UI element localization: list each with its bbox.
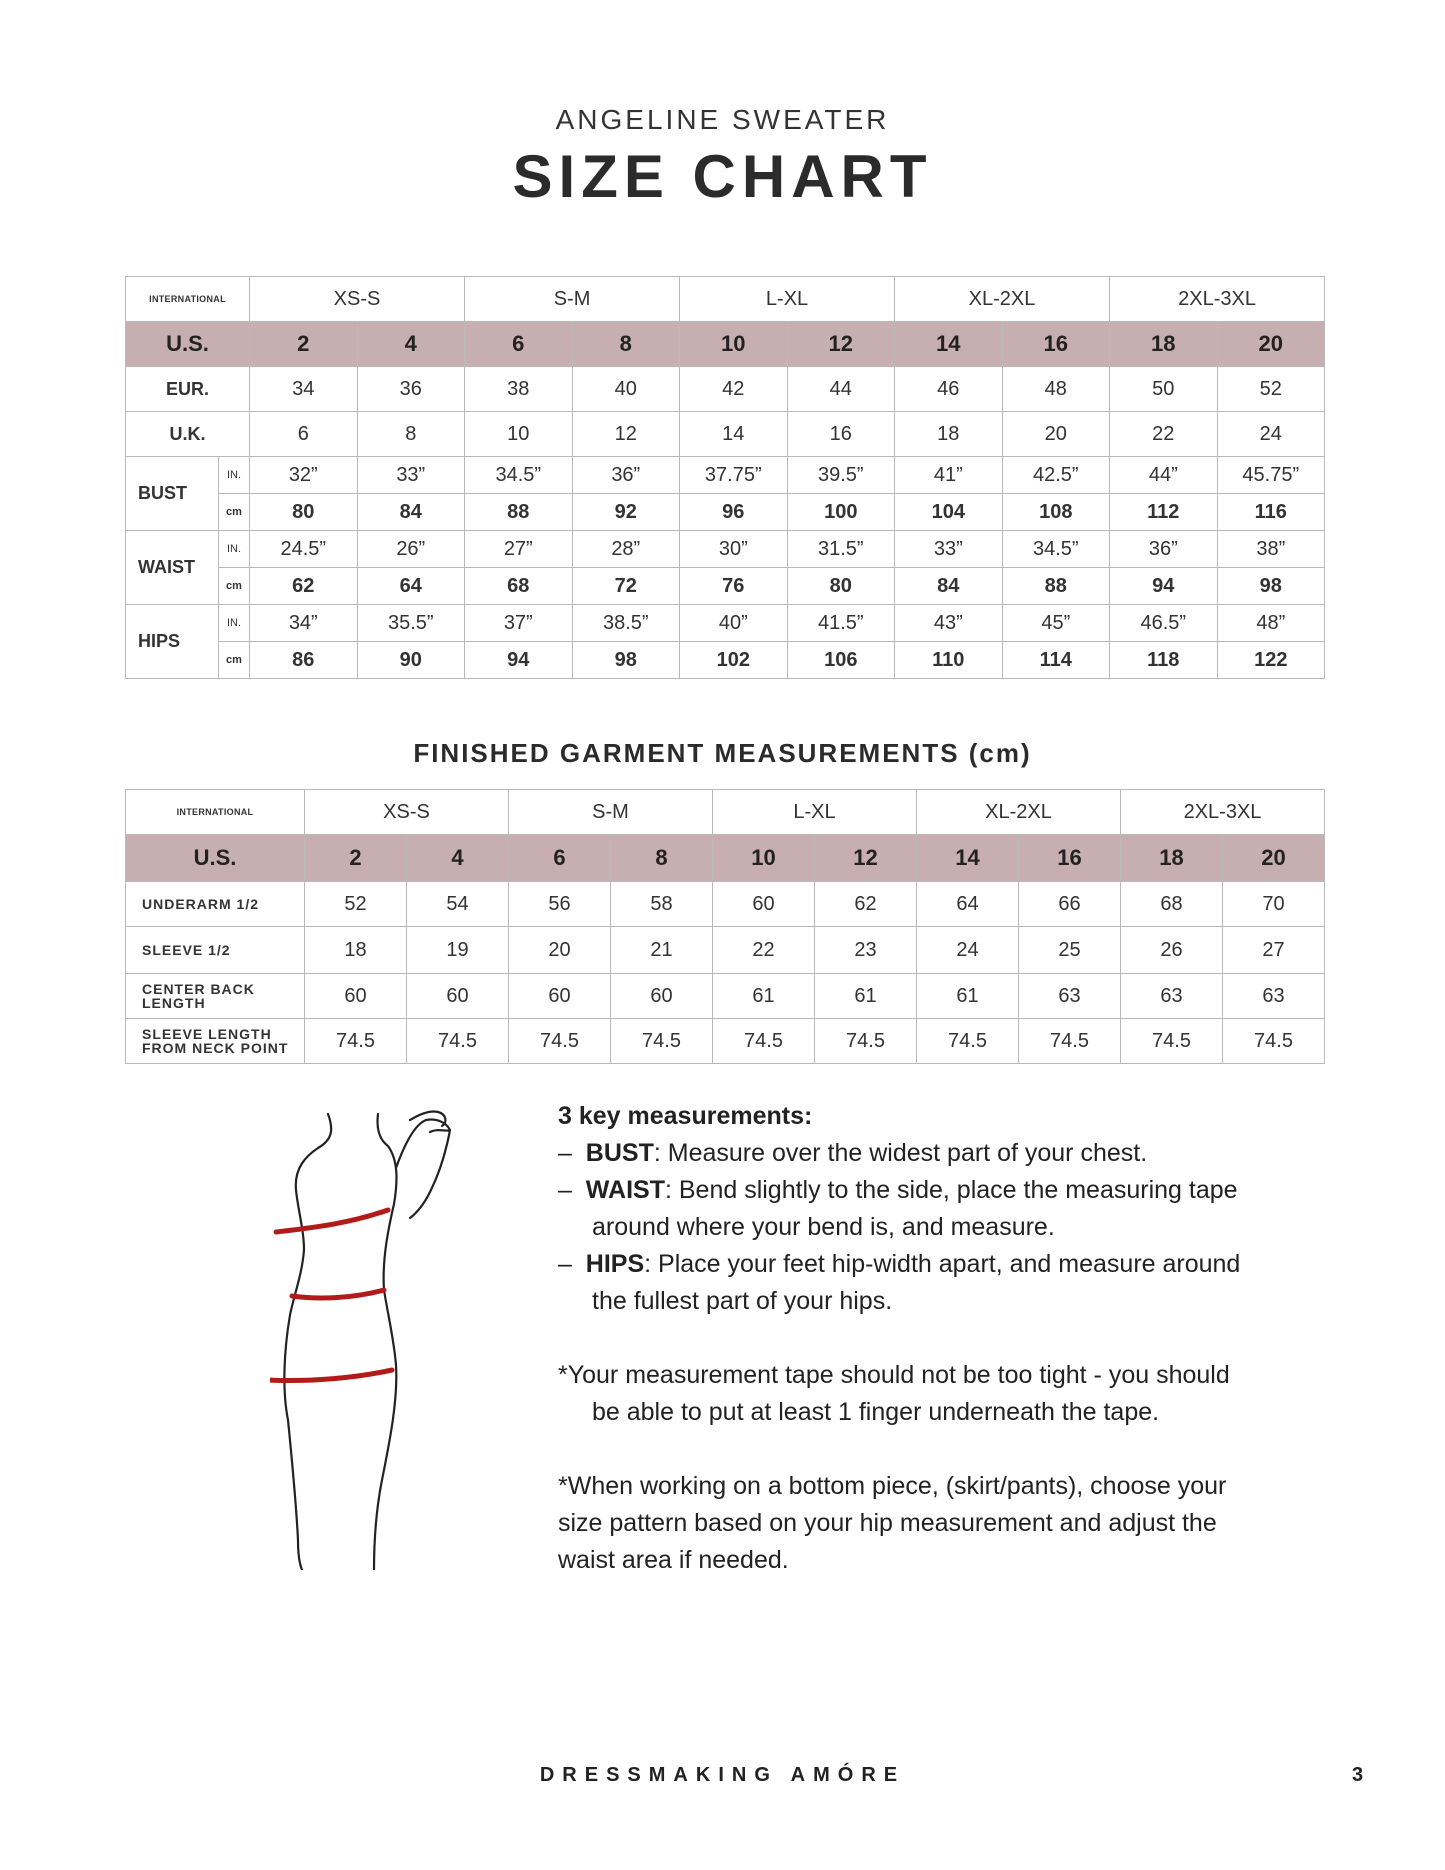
center-back-row <box>126 974 1325 1019</box>
size-chart-table <box>125 276 1325 679</box>
table-cell: 18 <box>1121 835 1223 882</box>
center-back-label <box>126 974 305 1019</box>
intl-size: S-M <box>465 277 680 322</box>
page-number: 3 <box>1352 1764 1364 1786</box>
garment-section-title: FINISHED GARMENT MEASUREMENTS (cm) <box>413 738 1032 768</box>
waist-tape <box>292 1290 384 1298</box>
table-cell: 10 <box>713 835 815 882</box>
table-cell: 22 <box>1110 412 1218 457</box>
table-cell: 38” <box>1217 531 1325 568</box>
hips-instruction: – HIPS: Place your feet hip-width apart, and measure around <box>558 1250 1241 1278</box>
table-cell: 62 <box>250 568 358 605</box>
bust-cm-row <box>126 494 1325 531</box>
intl-row <box>126 790 1325 835</box>
table-cell: 74.5 <box>305 1019 407 1064</box>
table-cell: 118 <box>1110 642 1218 679</box>
center-back-label-line2: LENGTH <box>142 995 206 1011</box>
table-cell: 39.5” <box>787 457 895 494</box>
page-title: SIZE CHART <box>512 143 933 210</box>
table-cell: 74.5 <box>509 1019 611 1064</box>
table-cell: 18 <box>895 412 1003 457</box>
table-cell: 14 <box>680 412 788 457</box>
unit-cm: cm <box>219 494 250 531</box>
sleeve-label: SLEEVE 1/2 <box>126 927 305 974</box>
unit-in: IN. <box>219 457 250 494</box>
hips-label: HIPS <box>126 605 219 679</box>
table-cell: 100 <box>787 494 895 531</box>
table-cell: 34.5” <box>1002 531 1110 568</box>
table-cell: 4 <box>407 835 509 882</box>
bust-text: : Measure over the widest part of your chest. <box>653 1139 1148 1167</box>
table-cell: 74.5 <box>1223 1019 1325 1064</box>
table-cell: 94 <box>465 642 573 679</box>
table-cell: 10 <box>465 412 573 457</box>
table-cell: 45.75” <box>1217 457 1325 494</box>
intl-label: INTERNATIONAL <box>126 277 250 322</box>
hips-term: HIPS <box>585 1250 645 1278</box>
table-cell: 74.5 <box>713 1019 815 1064</box>
table-cell: 64 <box>917 882 1019 927</box>
table-cell: 38 <box>465 367 573 412</box>
table-cell: 8 <box>611 835 713 882</box>
table-cell: 74.5 <box>1019 1019 1121 1064</box>
table-cell: 88 <box>465 494 573 531</box>
table-cell: 2 <box>250 322 358 367</box>
table-cell: 70 <box>1223 882 1325 927</box>
unit-cm: cm <box>219 642 250 679</box>
table-cell: 6 <box>250 412 358 457</box>
table-cell: 62 <box>815 882 917 927</box>
sleeve-length-label-line1: SLEEVE LENGTH <box>142 1026 272 1042</box>
table-cell: 60 <box>305 974 407 1019</box>
intl-size: L-XL <box>713 790 917 835</box>
table-cell: 74.5 <box>407 1019 509 1064</box>
eur-label: EUR. <box>126 367 250 412</box>
table-cell: 68 <box>1121 882 1223 927</box>
table-cell: 106 <box>787 642 895 679</box>
table-cell: 46.5” <box>1110 605 1218 642</box>
bust-instruction: – BUST: Measure over the widest part of your chest. <box>558 1139 1148 1167</box>
document-subtitle: ANGELINE SWEATER <box>555 104 890 135</box>
table-cell: 92 <box>572 494 680 531</box>
table-cell: 61 <box>917 974 1019 1019</box>
note-tape-2: be able to put at least 1 finger underneath the tape. <box>592 1398 1160 1426</box>
table-cell: 28” <box>572 531 680 568</box>
table-cell: 66 <box>1019 882 1121 927</box>
us-label: U.S. <box>126 322 250 367</box>
sleeve-length-row <box>126 1019 1325 1064</box>
table-cell: 6 <box>465 322 573 367</box>
us-row <box>126 835 1325 882</box>
intl-size: XL-2XL <box>895 277 1110 322</box>
note-bottom-2: size pattern based on your hip measurement and adjust the <box>558 1509 1217 1537</box>
table-cell: 37” <box>465 605 573 642</box>
us-label: U.S. <box>126 835 305 882</box>
table-cell: 20 <box>509 927 611 974</box>
table-cell: 41.5” <box>787 605 895 642</box>
table-cell: 54 <box>407 882 509 927</box>
table-cell: 36” <box>1110 531 1218 568</box>
table-cell: 108 <box>1002 494 1110 531</box>
table-cell: 88 <box>1002 568 1110 605</box>
table-cell: 31.5” <box>787 531 895 568</box>
table-cell: 80 <box>787 568 895 605</box>
table-cell: 52 <box>305 882 407 927</box>
table-cell: 33” <box>895 531 1003 568</box>
intl-size: XS-S <box>305 790 509 835</box>
table-cell: 98 <box>1217 568 1325 605</box>
intl-size: L-XL <box>680 277 895 322</box>
table-cell: 74.5 <box>611 1019 713 1064</box>
table-cell: 68 <box>465 568 573 605</box>
table-cell: 80 <box>250 494 358 531</box>
note-tape-1: *Your measurement tape should not be too tight - you should <box>558 1361 1230 1389</box>
table-cell: 21 <box>611 927 713 974</box>
bust-term: BUST <box>585 1139 654 1167</box>
table-cell: 116 <box>1217 494 1325 531</box>
bust-in-row <box>126 457 1325 494</box>
sleeve-length-label-line2: FROM NECK POINT <box>142 1040 289 1056</box>
sleeve-length-label <box>126 1019 305 1064</box>
table-cell: 12 <box>572 412 680 457</box>
waist-text-2: around where your bend is, and measure. <box>592 1213 1055 1241</box>
underarm-row <box>126 882 1325 927</box>
intl-size: S-M <box>509 790 713 835</box>
table-cell: 10 <box>680 322 788 367</box>
table-cell: 74.5 <box>1121 1019 1223 1064</box>
table-cell: 26” <box>357 531 465 568</box>
table-cell: 42.5” <box>1002 457 1110 494</box>
unit-cm: cm <box>219 568 250 605</box>
table-cell: 24 <box>1217 412 1325 457</box>
table-cell: 45” <box>1002 605 1110 642</box>
unit-in: IN. <box>219 531 250 568</box>
center-back-label-line1: CENTER BACK <box>142 981 255 997</box>
garment-measurements-table <box>125 789 1325 1064</box>
table-cell: 35.5” <box>357 605 465 642</box>
figure-arm <box>396 1119 450 1218</box>
table-cell: 63 <box>1121 974 1223 1019</box>
table-cell: 52 <box>1217 367 1325 412</box>
us-row <box>126 322 1325 367</box>
table-cell: 18 <box>1110 322 1218 367</box>
footer-brand: DRESSMAKING AMÓRE <box>539 1764 906 1786</box>
uk-label: U.K. <box>126 412 250 457</box>
underarm-label: UNDERARM 1/2 <box>126 882 305 927</box>
table-cell: 48” <box>1217 605 1325 642</box>
table-cell: 112 <box>1110 494 1218 531</box>
hips-text-2: the fullest part of your hips. <box>592 1287 893 1315</box>
table-cell: 61 <box>815 974 917 1019</box>
table-cell: 43” <box>895 605 1003 642</box>
intl-size: XL-2XL <box>917 790 1121 835</box>
table-cell: 60 <box>611 974 713 1019</box>
intl-size: XS-S <box>250 277 465 322</box>
table-cell: 37.75” <box>680 457 788 494</box>
table-cell: 30” <box>680 531 788 568</box>
table-cell: 94 <box>1110 568 1218 605</box>
table-cell: 36 <box>357 367 465 412</box>
table-cell: 74.5 <box>815 1019 917 1064</box>
table-cell: 96 <box>680 494 788 531</box>
table-cell: 63 <box>1223 974 1325 1019</box>
measure-tapes <box>270 1210 392 1381</box>
table-cell: 22 <box>713 927 815 974</box>
table-cell: 48 <box>1002 367 1110 412</box>
waist-term: WAIST <box>585 1176 665 1204</box>
table-cell: 23 <box>815 927 917 974</box>
waist-label: WAIST <box>126 531 219 605</box>
table-cell: 27 <box>1223 927 1325 974</box>
table-cell: 102 <box>680 642 788 679</box>
table-cell: 42 <box>680 367 788 412</box>
table-cell: 114 <box>1002 642 1110 679</box>
body-figure-illustration <box>270 1100 470 1570</box>
table-cell: 84 <box>895 568 1003 605</box>
instructions-heading: 3 key measurements: <box>558 1102 813 1130</box>
intl-label: INTERNATIONAL <box>126 790 305 835</box>
table-cell: 26 <box>1121 927 1223 974</box>
table-cell: 58 <box>611 882 713 927</box>
waist-cm-row <box>126 568 1325 605</box>
table-cell: 60 <box>407 974 509 1019</box>
table-cell: 12 <box>815 835 917 882</box>
figure-outline-right <box>374 1114 396 1570</box>
table-cell: 25 <box>1019 927 1121 974</box>
waist-instruction: – WAIST: Bend slightly to the side, place the measuring tape <box>558 1176 1238 1204</box>
intl-size: 2XL-3XL <box>1110 277 1325 322</box>
table-cell: 40 <box>572 367 680 412</box>
measurement-instructions <box>558 1098 1278 1579</box>
table-cell: 60 <box>509 974 611 1019</box>
table-cell: 98 <box>572 642 680 679</box>
table-cell: 34” <box>250 605 358 642</box>
table-cell: 34 <box>250 367 358 412</box>
table-cell: 41” <box>895 457 1003 494</box>
table-cell: 46 <box>895 367 1003 412</box>
table-cell: 44” <box>1110 457 1218 494</box>
table-cell: 56 <box>509 882 611 927</box>
table-cell: 24 <box>917 927 1019 974</box>
table-cell: 36” <box>572 457 680 494</box>
note-bottom-1: *When working on a bottom piece, (skirt/pants), choose your <box>558 1472 1227 1500</box>
table-cell: 18 <box>305 927 407 974</box>
waist-in-row <box>126 531 1325 568</box>
table-cell: 86 <box>250 642 358 679</box>
table-cell: 38.5” <box>572 605 680 642</box>
table-cell: 74.5 <box>917 1019 1019 1064</box>
table-cell: 34.5” <box>465 457 573 494</box>
note-bottom-3: waist area if needed. <box>558 1546 789 1574</box>
table-cell: 50 <box>1110 367 1218 412</box>
unit-in: IN. <box>219 605 250 642</box>
table-cell: 20 <box>1217 322 1325 367</box>
table-cell: 16 <box>1002 322 1110 367</box>
bust-label: BUST <box>126 457 219 531</box>
table-cell: 32” <box>250 457 358 494</box>
table-cell: 16 <box>787 412 895 457</box>
table-cell: 20 <box>1223 835 1325 882</box>
table-cell: 104 <box>895 494 1003 531</box>
intl-row <box>126 277 1325 322</box>
table-cell: 44 <box>787 367 895 412</box>
hips-text-1: : Place your feet hip-width apart, and measure around <box>644 1250 1241 1278</box>
table-cell: 20 <box>1002 412 1110 457</box>
table-cell: 4 <box>357 322 465 367</box>
table-cell: 63 <box>1019 974 1121 1019</box>
table-cell: 40” <box>680 605 788 642</box>
sleeve-row <box>126 927 1325 974</box>
table-cell: 19 <box>407 927 509 974</box>
waist-text-1: : Bend slightly to the side, place the measuring tape <box>664 1176 1238 1204</box>
hips-cm-row <box>126 642 1325 679</box>
table-cell: 72 <box>572 568 680 605</box>
table-cell: 8 <box>572 322 680 367</box>
table-cell: 6 <box>509 835 611 882</box>
table-cell: 61 <box>713 974 815 1019</box>
table-cell: 60 <box>713 882 815 927</box>
table-cell: 64 <box>357 568 465 605</box>
table-cell: 90 <box>357 642 465 679</box>
table-cell: 14 <box>895 322 1003 367</box>
table-cell: 27” <box>465 531 573 568</box>
table-cell: 2 <box>305 835 407 882</box>
table-cell: 24.5” <box>250 531 358 568</box>
table-cell: 12 <box>787 322 895 367</box>
table-cell: 122 <box>1217 642 1325 679</box>
eur-row <box>126 367 1325 412</box>
figure-outline-left <box>284 1114 331 1570</box>
table-cell: 16 <box>1019 835 1121 882</box>
table-cell: 84 <box>357 494 465 531</box>
hips-tape <box>270 1370 392 1381</box>
uk-row <box>126 412 1325 457</box>
table-cell: 110 <box>895 642 1003 679</box>
bust-tape <box>276 1210 388 1232</box>
hips-in-row <box>126 605 1325 642</box>
table-cell: 33” <box>357 457 465 494</box>
table-cell: 8 <box>357 412 465 457</box>
intl-size: 2XL-3XL <box>1121 790 1325 835</box>
table-cell: 76 <box>680 568 788 605</box>
table-cell: 14 <box>917 835 1019 882</box>
